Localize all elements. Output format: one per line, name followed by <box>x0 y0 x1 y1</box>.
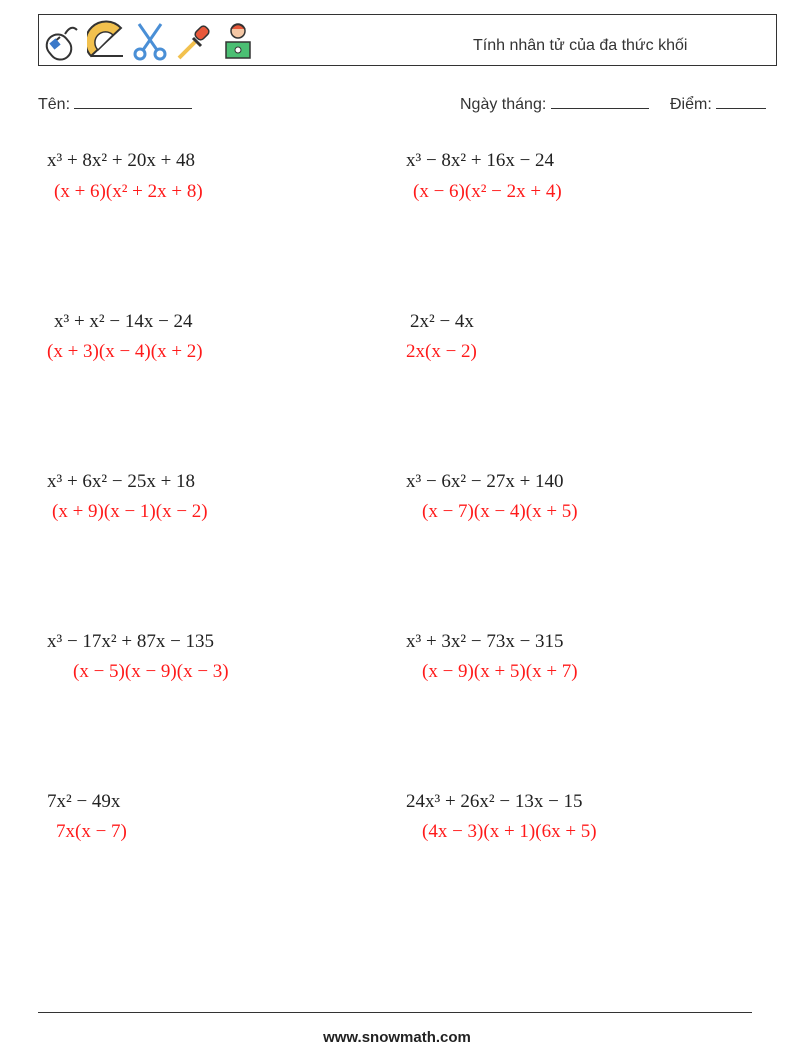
footer-divider <box>38 1012 752 1013</box>
date-label: Ngày tháng: <box>460 96 547 113</box>
footer-url[interactable]: www.snowmath.com <box>323 1029 471 1046</box>
mouse-icon <box>43 20 81 62</box>
name-label: Tên: <box>38 96 71 113</box>
answer-4: 2x(x − 2) <box>406 341 477 362</box>
name-field[interactable] <box>38 94 192 114</box>
problem-5: x³ + 6x² − 25x + 18 <box>47 471 196 492</box>
date-blank[interactable] <box>551 94 649 109</box>
answer-9: 7x(x − 7) <box>56 821 127 842</box>
problem-3: x³ + x² − 14x − 24 <box>54 311 193 332</box>
score-field[interactable] <box>670 94 766 114</box>
answer-1: (x + 6)(x² + 2x + 8) <box>54 181 203 202</box>
problem-7: x³ − 17x² + 87x − 135 <box>47 631 215 652</box>
answer-2: (x − 6)(x² − 2x + 4) <box>413 181 562 202</box>
problem-6: x³ − 6x² − 27x + 140 <box>406 471 564 492</box>
answer-5: (x + 9)(x − 1)(x − 2) <box>52 501 208 522</box>
problem-9: 7x² − 49x <box>47 791 121 812</box>
answer-3: (x + 3)(x − 4)(x + 2) <box>47 341 203 362</box>
date-field[interactable] <box>460 94 649 114</box>
answer-8: (x − 9)(x + 5)(x + 7) <box>422 661 578 682</box>
worksheet-title: Tính nhân tử của đa thức khối <box>473 37 688 54</box>
problem-8: x³ + 3x² − 73x − 315 <box>406 631 564 652</box>
problem-2: x³ − 8x² + 16x − 24 <box>406 150 555 171</box>
score-label: Điểm: <box>670 96 712 113</box>
answer-10: (4x − 3)(x + 1)(6x + 5) <box>422 821 597 842</box>
problem-1: x³ + 8x² + 20x + 48 <box>47 150 196 171</box>
problem-4: 2x² − 4x <box>410 311 474 332</box>
scissors-icon <box>131 20 169 62</box>
worksheet-header <box>38 14 777 66</box>
protractor-icon <box>87 20 125 62</box>
answer-7: (x − 5)(x − 9)(x − 3) <box>73 661 229 682</box>
person-at-computer-icon <box>219 20 257 62</box>
pipette-icon <box>175 20 213 62</box>
answer-6: (x − 7)(x − 4)(x + 5) <box>422 501 578 522</box>
problem-10: 24x³ + 26x² − 13x − 15 <box>406 791 583 812</box>
icon-strip <box>43 19 257 63</box>
score-blank[interactable] <box>716 94 766 109</box>
name-blank[interactable] <box>74 94 192 109</box>
